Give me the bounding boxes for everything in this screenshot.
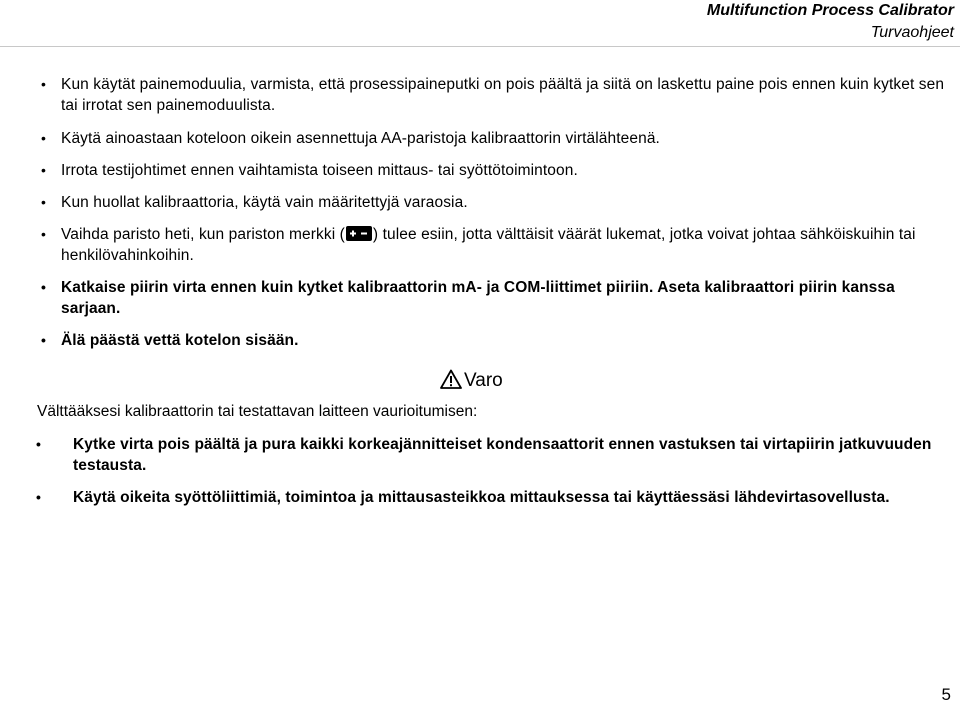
list-item-text: Älä päästä vettä kotelon sisään. <box>61 332 299 349</box>
list-item-text-end: ) tulee esiin, jotta välttäisit väärät lukemat, jotka voivat johtaa sähköiskuihin tai henkilövahinkoihin. <box>61 226 916 264</box>
header-divider <box>0 46 960 47</box>
list-item <box>41 277 951 319</box>
battery-low-icon <box>346 226 372 241</box>
caution-list <box>36 434 933 519</box>
bullet-icon: • <box>41 332 47 348</box>
list-item <box>41 330 951 351</box>
section-title: Turvaohjeet <box>870 24 954 41</box>
warning-triangle-icon <box>440 369 462 389</box>
list-item <box>41 192 951 213</box>
list-item <box>41 224 951 266</box>
caution-label: Varo <box>464 370 503 391</box>
list-item <box>36 434 933 476</box>
bullet-icon: • <box>41 279 47 295</box>
list-item-text: Käytä oikeita syöttöliittimiä, toimintoa ja mittausasteikkoa mittauksessa tai käyttäessäsi lähdevirtasovellusta. <box>73 489 890 506</box>
caution-heading <box>440 369 503 392</box>
bullet-icon: • <box>36 489 42 505</box>
list-item <box>41 160 951 181</box>
bullet-icon: • <box>41 162 47 178</box>
list-item-text: Kun huollat kalibraattoria, käytä vain määritettyjä varaosia. <box>61 194 468 211</box>
bullet-icon: • <box>41 76 47 92</box>
list-item-text: Irrota testijohtimet ennen vaihtamista toiseen mittaus- tai syöttötoimintoon. <box>61 162 578 179</box>
bullet-icon: • <box>41 194 47 210</box>
safety-list <box>41 74 951 362</box>
list-item <box>41 74 951 116</box>
list-item-text: Kun käytät painemoduulia, varmista, että prosessipaineputki on pois päältä ja siitä on laskettu paine pois ennen kuin kytket sen tai irrotat sen painemoduulista. <box>61 76 945 114</box>
list-item-text-start: Vaihda paristo heti, kun pariston merkki ( <box>61 226 345 243</box>
list-item <box>41 128 951 149</box>
page-header <box>707 0 954 42</box>
list-item <box>36 487 933 508</box>
document-title: Multifunction Process Calibrator <box>706 2 954 19</box>
list-item-text: Kytke virta pois päältä ja pura kaikki korkeajännitteiset kondensaattorit ennen vastuksen tai virtapiirin jatkuvuuden testausta. <box>73 436 932 474</box>
list-item-text: Katkaise piirin virta ennen kuin kytket kalibraattorin mA- ja COM-liittimet piiriin. Aseta kalibraattori piirin kanssa sarjaan. <box>61 279 895 317</box>
caution-intro: Välttääksesi kalibraattorin tai testattavan laitteen vaurioitumisen: <box>37 403 478 420</box>
list-item-text: Käytä ainoastaan koteloon oikein asennettuja AA-paristoja kalibraattorin virtälähteenä. <box>61 130 660 147</box>
bullet-icon: • <box>36 436 42 452</box>
page-number: 5 <box>941 685 951 704</box>
bullet-icon: • <box>41 226 47 242</box>
bullet-icon: • <box>41 130 47 146</box>
